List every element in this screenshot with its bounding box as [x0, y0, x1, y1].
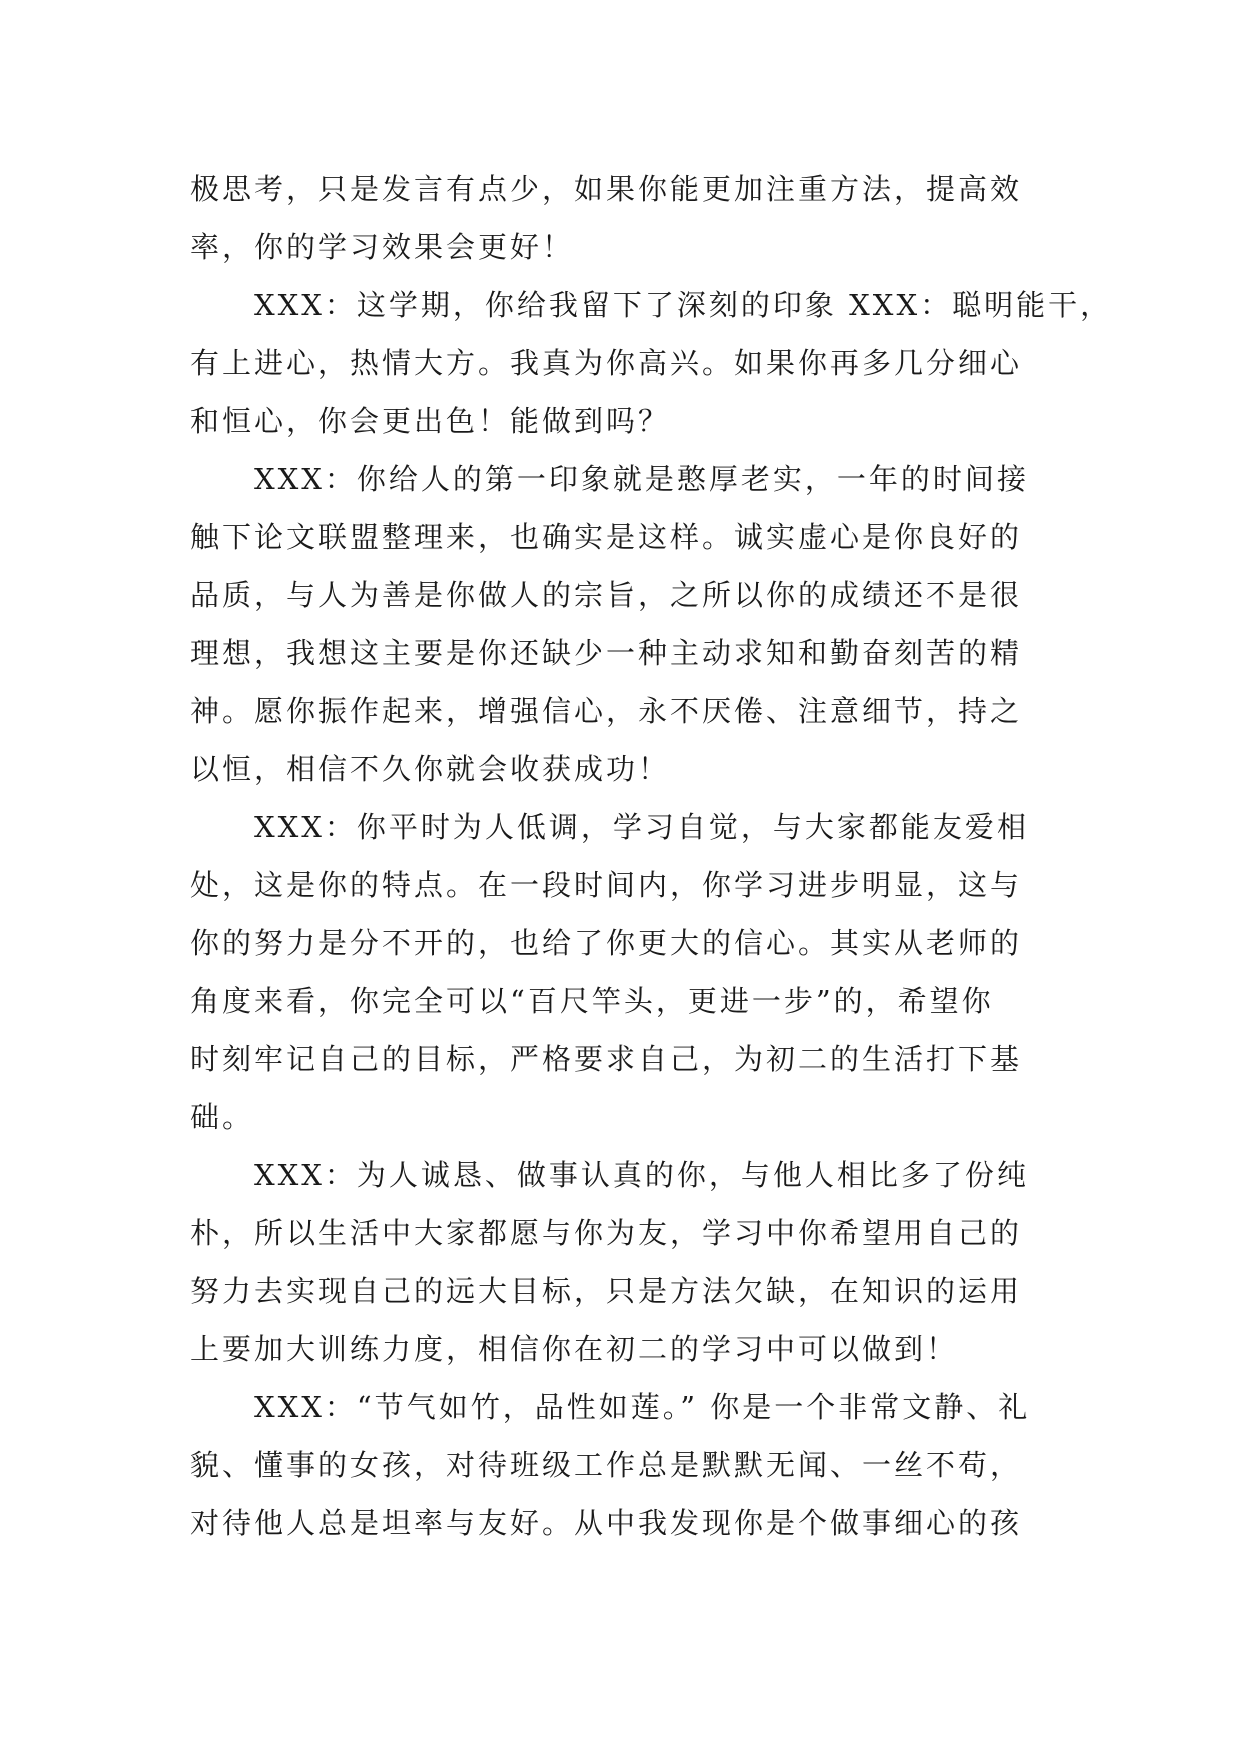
text-line: 触下论文联盟整理来，也确实是这样。诚实虚心是你良好的 [190, 520, 1023, 554]
paragraph-4 [190, 798, 1052, 1146]
text-line: 处，这是你的特点。在一段时间内，你学习进步明显，这与 [190, 868, 1023, 902]
text-line: XXX：为人诚恳、做事认真的你，与他人相比多了份纯 [254, 1158, 1029, 1192]
text-line: 率，你的学习效果会更好！ [190, 230, 575, 264]
text-line: 上要加大训练力度，相信你在初二的学习中可以做到！ [190, 1332, 959, 1366]
text-line: 时刻牢记自己的目标，严格要求自己，为初二的生活打下基 [190, 1042, 1023, 1076]
text-line: 神。愿你振作起来，增强信心，永不厌倦、注意细节，持之 [190, 694, 1023, 728]
paragraph-3 [190, 450, 1052, 798]
text-line: 有上进心，热情大方。我真为你高兴。如果你再多几分细心 [190, 346, 1023, 380]
document-body [190, 160, 1113, 1552]
paragraph-6 [190, 1378, 1052, 1552]
text-line: XXX：“节气如竹，品性如莲。” 你是一个非常文静、礼 [254, 1390, 1031, 1424]
text-line: 和恒心，你会更出色！能做到吗？ [190, 404, 671, 438]
text-line: 角度来看，你完全可以“百尺竿头，更进一步”的，希望你 [190, 984, 994, 1018]
text-line: 对待他人总是坦率与友好。从中我发现你是个做事细心的孩 [190, 1506, 1023, 1540]
text-line: 以恒，相信不久你就会收获成功！ [190, 752, 671, 786]
text-line: 你的努力是分不开的，也给了你更大的信心。其实从老师的 [190, 926, 1023, 960]
text-line: 础。 [190, 1100, 255, 1134]
text-line: 努力去实现自己的远大目标，只是方法欠缺，在知识的运用 [190, 1274, 1023, 1308]
text-line: XXX：这学期，你给我留下了深刻的印象 XXX：聪明能干， [254, 288, 1113, 322]
paragraph-5 [190, 1146, 1052, 1378]
paragraph-1 [190, 160, 1052, 276]
paragraph-2 [190, 276, 1113, 450]
text-line: 品质，与人为善是你做人的宗旨，之所以你的成绩还不是很 [190, 578, 1023, 612]
text-line: 极思考，只是发言有点少，如果你能更加注重方法，提高效 [190, 172, 1023, 206]
text-line: 貌、懂事的女孩，对待班级工作总是默默无闻、一丝不苟， [190, 1448, 1023, 1482]
text-line: 朴，所以生活中大家都愿与你为友，学习中你希望用自己的 [190, 1216, 1023, 1250]
text-line: XXX：你平时为人低调，学习自觉，与大家都能友爱相 [254, 810, 1029, 844]
text-line: 理想，我想这主要是你还缺少一种主动求知和勤奋刻苦的精 [190, 636, 1023, 670]
text-line: XXX：你给人的第一印象就是憨厚老实，一年的时间接 [254, 462, 1029, 496]
